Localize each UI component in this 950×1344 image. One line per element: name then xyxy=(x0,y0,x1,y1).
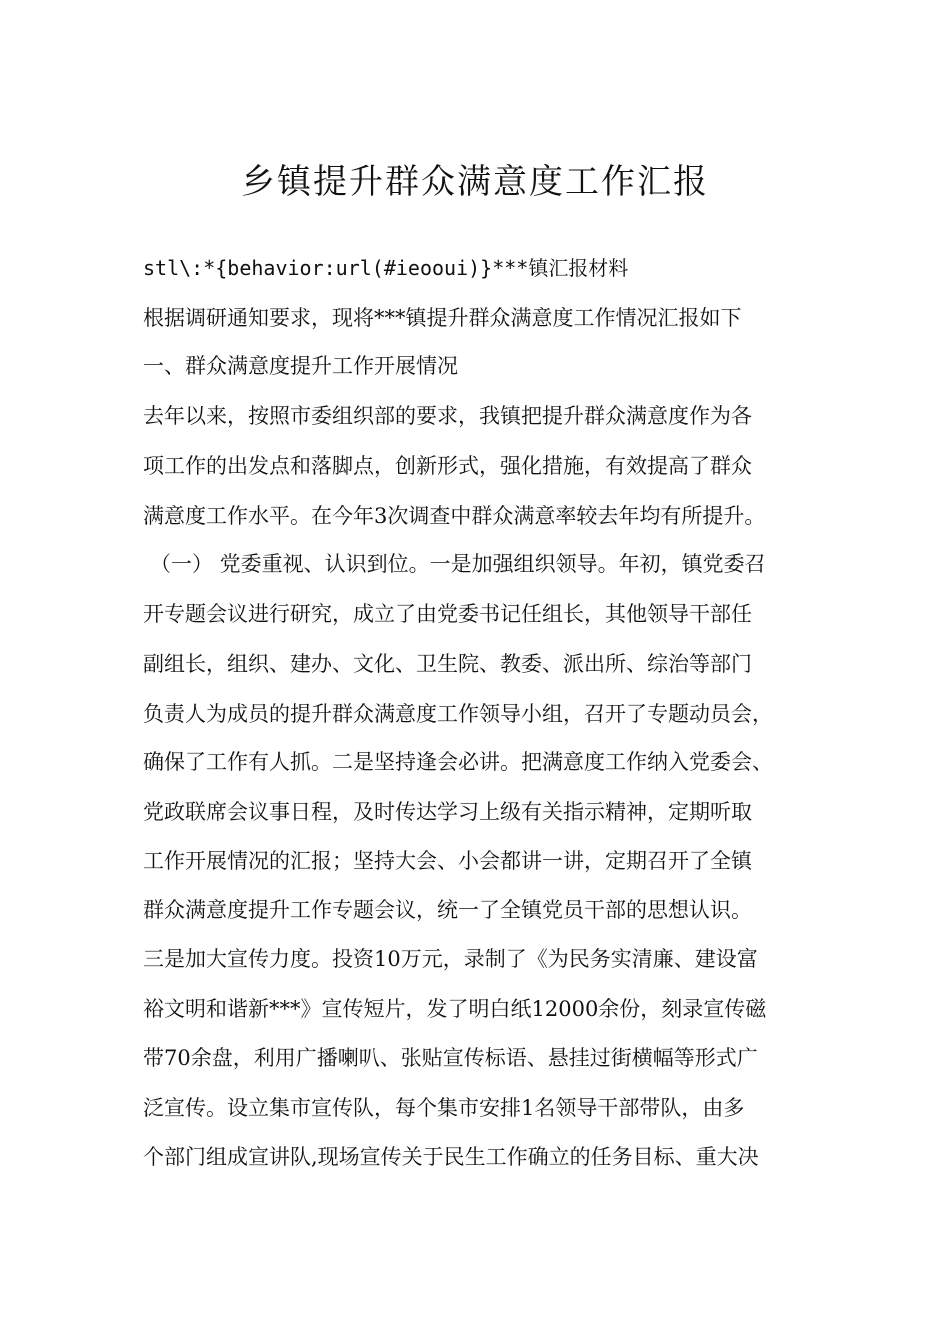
body-line: 满意度工作水平。在今年3次调查中群众满意率较去年均有所提升。 xyxy=(143,504,766,528)
body-line: 副组长，组织、建办、文化、卫生院、教委、派出所、综治等部门 xyxy=(143,652,752,676)
body-line: 工作开展情况的汇报；坚持大会、小会都讲一讲，定期召开了全镇 xyxy=(143,849,752,873)
document-subtitle: stl\:*{behavior:url(#ieooui)}***镇汇报材料 xyxy=(143,256,629,280)
body-line: 党政联席会议事日程，及时传达学习上级有关指示精神，定期听取 xyxy=(143,800,752,824)
body-line: 负责人为成员的提升群众满意度工作领导小组，召开了专题动员会， xyxy=(143,702,773,726)
body-line: 去年以来，按照市委组织部的要求，我镇把提升群众满意度作为各 xyxy=(143,404,752,428)
body-line: 确保了工作有人抓。二是坚持逢会必讲。把满意度工作纳入党委会、 xyxy=(143,750,773,774)
intro-line: 根据调研通知要求，现将***镇提升群众满意度工作情况汇报如下 xyxy=(143,306,742,330)
body-line: 三是加大宣传力度。投资10万元，录制了《为民务实清廉、建设富 xyxy=(143,947,758,971)
body-line: 个部门组成宣讲队,现场宣传关于民生工作确立的任务目标、重大决 xyxy=(143,1145,759,1169)
document-title: 乡镇提升群众满意度工作汇报 xyxy=(241,162,709,202)
body-line: 项工作的出发点和落脚点，创新形式，强化措施，有效提高了群众 xyxy=(143,454,752,478)
body-line: 带70余盘，利用广播喇叭、张贴宣传标语、悬挂过街横幅等形式广 xyxy=(143,1046,758,1070)
section-heading: 一、群众满意度提升工作开展情况 xyxy=(143,354,458,378)
body-line: 裕文明和谐新***》宣传短片，发了明白纸12000余份，刻录宣传磁 xyxy=(143,997,767,1021)
body-line: 群众满意度提升工作专题会议，统一了全镇党员干部的思想认识。 xyxy=(143,898,752,922)
body-line: （一） 党委重视、认识到位。一是加强组织领导。年初，镇党委召 xyxy=(150,552,766,576)
body-line: 泛宣传。设立集市宣传队，每个集市安排1名领导干部带队，由多 xyxy=(143,1096,745,1120)
body-line: 开专题会议进行研究，成立了由党委书记任组长，其他领导干部任 xyxy=(143,602,752,626)
